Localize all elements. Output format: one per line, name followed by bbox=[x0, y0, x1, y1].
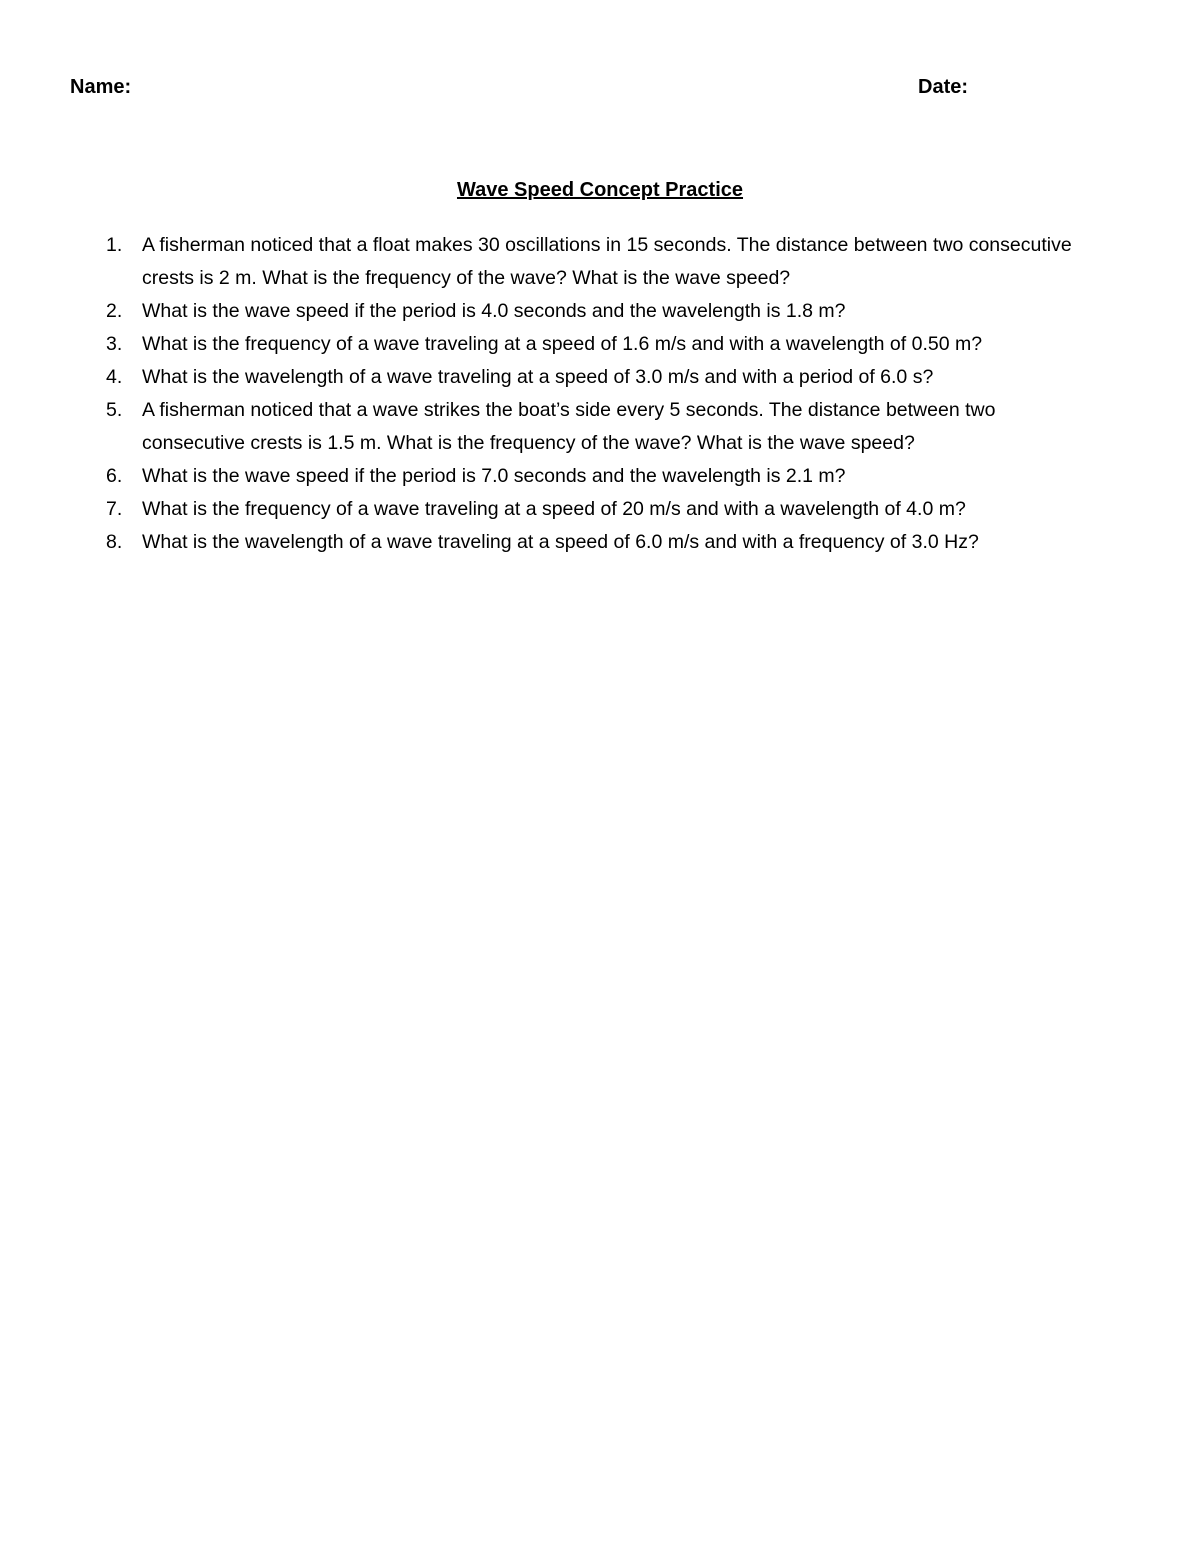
question-item bbox=[0, 526, 1200, 559]
question-text: What is the wavelength of a wave traveling at a speed of 6.0 m/s and with a frequency of 3.0 Hz? bbox=[142, 531, 979, 553]
question-number: 6. bbox=[106, 465, 123, 487]
question-text: What is the frequency of a wave traveling at a speed of 1.6 m/s and with a wavelength of 0.50 m? bbox=[142, 333, 983, 355]
question-text: What is the wave speed if the period is 4.0 seconds and the wavelength is 1.8 m? bbox=[142, 300, 846, 322]
question-item bbox=[0, 493, 1200, 526]
date-label: Date: bbox=[918, 76, 969, 98]
name-label: Name: bbox=[70, 76, 132, 98]
question-item bbox=[0, 328, 1200, 361]
question-text: What is the frequency of a wave traveling at a speed of 20 m/s and with a wavelength of 4.0 m? bbox=[142, 498, 966, 520]
question-item bbox=[0, 394, 1200, 460]
question-item bbox=[0, 361, 1200, 394]
question-text: A fisherman noticed that a float makes 30 oscillations in 15 seconds. The distance between two consecutive crests is 2 m. What is the frequency of the wave? What is the wave speed? bbox=[142, 234, 1072, 289]
question-text: A fisherman noticed that a wave strikes the boat’s side every 5 seconds. The distance between two consecutive crests is 1.5 m. What is the frequency of the wave? What is the wave speed? bbox=[142, 399, 996, 454]
question-number: 5. bbox=[106, 399, 123, 421]
question-number: 8. bbox=[106, 531, 123, 553]
question-item bbox=[0, 460, 1200, 493]
question-text: What is the wavelength of a wave traveling at a speed of 3.0 m/s and with a period of 6.0 s? bbox=[142, 366, 934, 388]
page-title: Wave Speed Concept Practice bbox=[456, 179, 744, 201]
question-list bbox=[0, 229, 1200, 559]
question-number: 4. bbox=[106, 366, 123, 388]
question-item bbox=[0, 229, 1200, 295]
question-number: 1. bbox=[106, 234, 123, 256]
worksheet-header bbox=[0, 74, 1200, 104]
question-number: 2. bbox=[106, 300, 123, 322]
question-item bbox=[0, 295, 1200, 328]
question-number: 7. bbox=[106, 498, 123, 520]
question-number: 3. bbox=[106, 333, 123, 355]
question-text: What is the wave speed if the period is 7.0 seconds and the wavelength is 2.1 m? bbox=[142, 465, 846, 487]
